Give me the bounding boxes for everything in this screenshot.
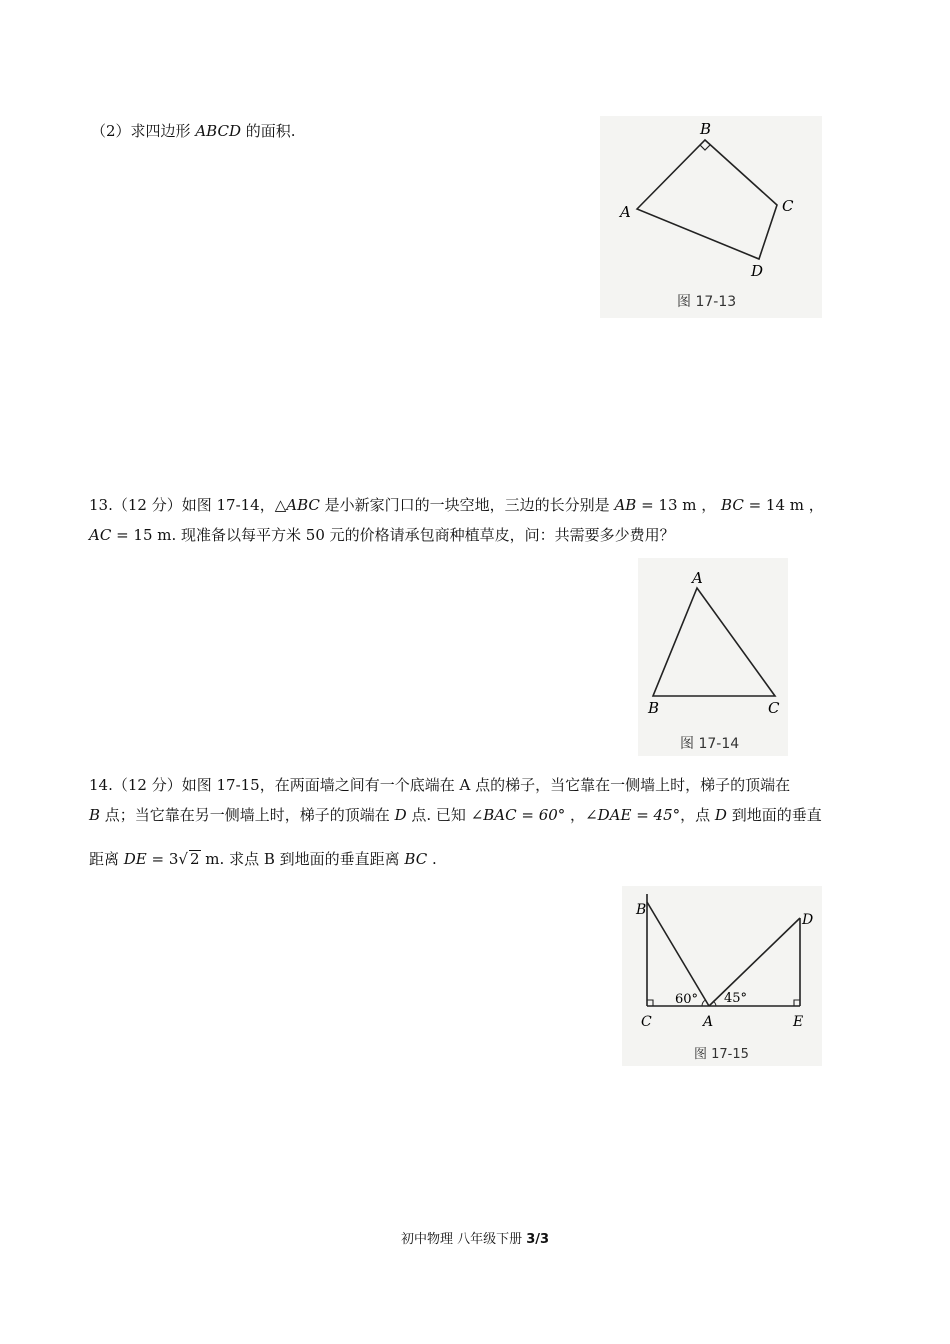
label-c: C [641,1014,652,1030]
q13-bc: BC [721,496,744,514]
q14-de-equals: = 3 [146,850,179,868]
figure-17-14 [638,558,788,756]
q14-point-d: D [394,806,407,824]
q13-text-3: . 现准备以每平方米 50 元的价格请承包商种植草皮，问：共需要多少费用？ [171,526,675,544]
q14-point-b: B [89,806,101,824]
q13-line-1 [89,494,824,516]
q14-text-6: 距离 [89,850,124,868]
q13-line-2 [89,524,675,546]
label-c: C [782,197,794,215]
q13-score: （12 分） [112,496,182,514]
q14-text-5: 到地面的垂直 [726,806,822,824]
label-d: D [802,912,814,928]
figure-17-14-caption: 图 17-14 [680,736,740,752]
q14-separator: ， [565,806,586,824]
label-b: B [700,120,712,138]
label-e: E [793,1014,804,1030]
q14-text-8: . [427,850,437,868]
angle-label-60: 60° [675,992,699,1007]
figure-17-13 [600,116,822,318]
q14-text-4: ，点 [680,806,715,824]
figure-17-15-diagram [622,886,822,1066]
q14-text-3: 点. 已知 [406,806,471,824]
angle-arc-60 [702,1000,706,1006]
q13-text-1: 如图 17-14， [181,496,275,514]
right-angle-e [794,1000,800,1006]
quadrilateral-abcd [637,140,777,259]
figure-17-14-diagram [638,558,788,756]
right-angle-mark [700,145,710,150]
label-d: D [751,262,764,280]
angle-label-45: 45° [724,991,748,1006]
q14-score: （12 分） [112,776,182,794]
q14-point-d-2: D [714,806,727,824]
label-c: C [768,699,780,717]
q13-ab: AB [614,496,637,514]
label-a: A [620,203,631,221]
q12-shape-name: ABCD [195,122,241,140]
q14-text-2: 点；当它靠在另一侧墙上时，梯子的顶端在 [100,806,395,824]
q14-text-7: . 求点 B 到地面的垂直距离 [219,850,405,868]
figure-17-15 [622,886,822,1066]
figure-17-13-caption: 图 17-13 [677,294,737,310]
label-b: B [648,699,660,717]
q13-text-2: 是小新家门口的一块空地，三边的长分别是 [319,496,615,514]
label-b: B [636,902,647,918]
q14-line-3 [89,848,437,870]
q14-text-1: 如图 17-15，在两面墙之间有一个底端在 A 点的梯子，当它靠在一侧墙上时，梯子的顶端在 [181,776,791,794]
q13-triangle: △ABC [274,496,320,514]
triangle-abc [653,588,775,696]
q12-part2-text-post: 的面积. [240,122,296,140]
footer-subject: 初中物理 八年级下册 [400,1232,527,1247]
label-a: A [703,1014,714,1030]
q14-bc: BC [404,850,428,868]
q14-de: DE [123,850,147,868]
q13-bc-value: = 14 m ， [743,496,824,514]
q12-part2-text-pre: 求四边形 [130,122,196,140]
label-a: A [692,569,703,587]
page-footer [0,1228,950,1247]
sqrt-sign: √ [178,850,188,868]
q13-ab-value: = 13 m ， [636,496,717,514]
right-angle-c [647,1000,653,1006]
q14-line-1 [89,774,790,796]
q14-angle-dae: ∠DAE = 45° [585,806,681,824]
q14-number: 14. [89,776,113,794]
q14-line-2 [89,804,822,826]
q12-part2 [91,120,296,142]
q14-angle-bac: ∠BAC = 60° [470,806,566,824]
q13-number: 13. [89,496,113,514]
q14-de-radicand: 2 [189,850,200,868]
ladder-ad [709,918,800,1006]
figure-17-13-diagram [600,116,822,318]
q12-part2-number: （2） [91,122,131,140]
figure-17-15-caption: 图 17-15 [694,1047,749,1062]
q14-de-unit: m [200,850,220,868]
q13-ac: AC [89,526,112,544]
page-number: 3/3 [526,1232,550,1247]
q13-ac-value: = 15 m [111,526,172,544]
ladder-ab [647,902,709,1006]
